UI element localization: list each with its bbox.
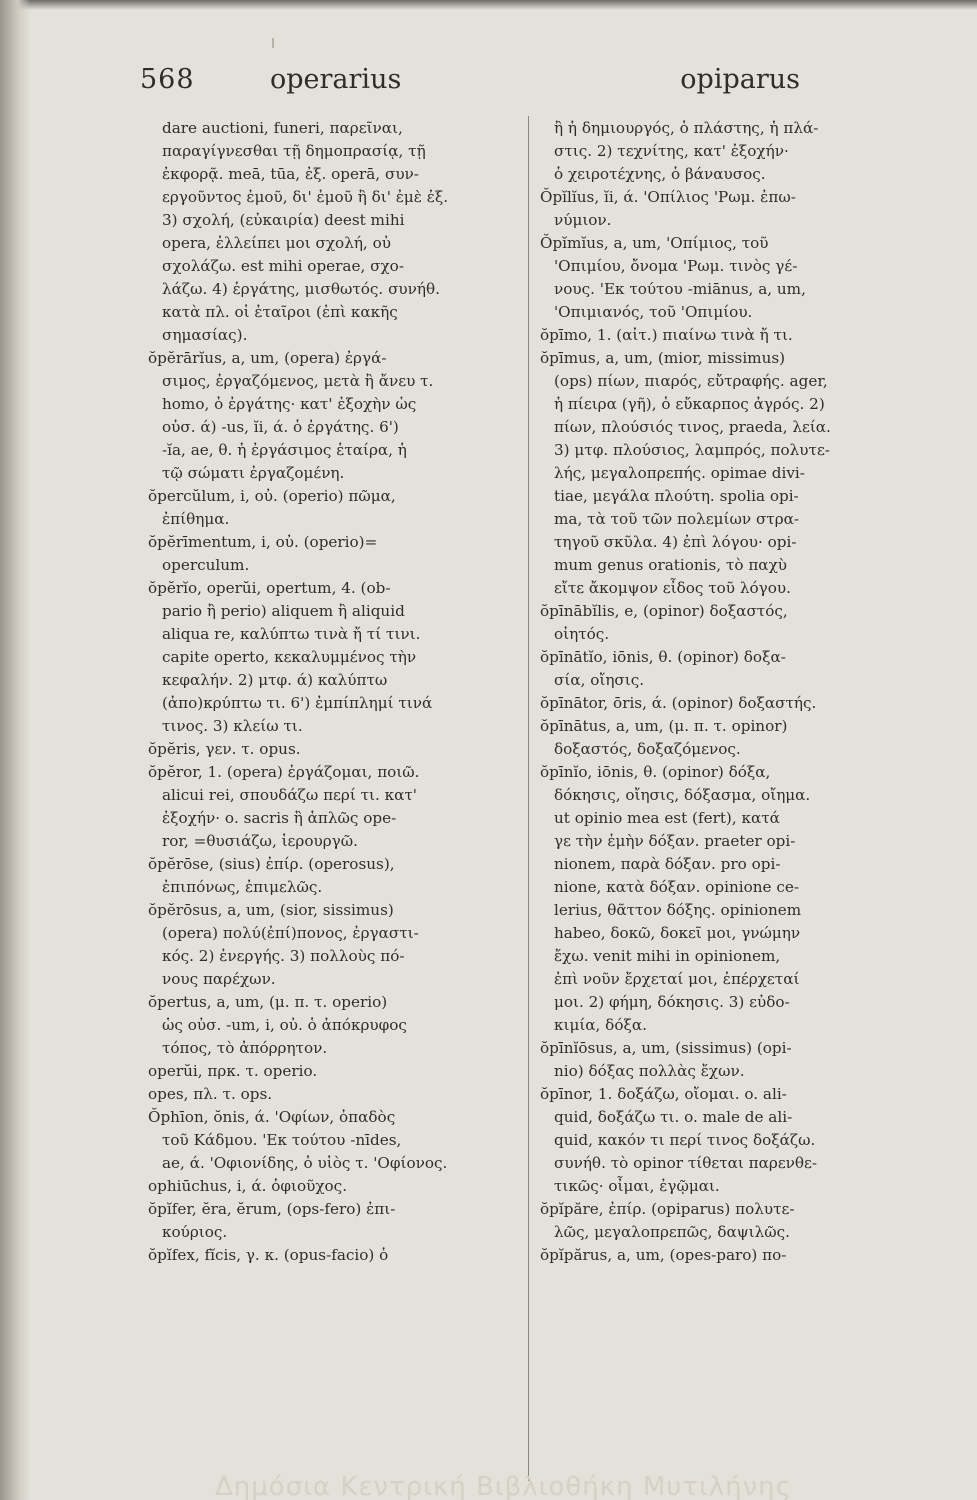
dictionary-line: ἐπίθημα. [162,510,230,528]
dictionary-line: τηγοῦ σκῦλα. 4) ἐπὶ λόγου· opi- [554,533,797,551]
page-header [140,64,800,108]
dictionary-line: -ĭa, ae, θ. ἡ ἐργάσιμος ἑταίρα, ἡ [162,441,407,459]
dictionary-line: κατὰ πλ. οἱ ἑταῖροι (ἐπὶ κακῆς [162,303,398,321]
dictionary-line: λής, μεγαλοπρεπής. opimae divi- [554,464,805,482]
dictionary-line: ŏpĕrīmentum, i, οὐ. (operio)= [148,533,378,551]
dictionary-line: aliqua re, καλύπτω τινὰ ἤ τί τινι. [162,625,421,643]
dictionary-line: (ops) πίων, πιαρός, εὔτραφής. ager, [554,372,828,390]
dictionary-line: habeo, δοκῶ, δοκεῖ μοι, γνώμην [554,924,801,942]
dictionary-line: ἐκφορᾷ. meā, tūa, ἐξ. operā, συν- [162,165,419,183]
dictionary-line: Ŏpĭlĭus, ĭi, ά. 'Οπίλιος 'Ρωμ. ἐπω- [540,188,796,206]
dictionary-line: lerius, θᾶττον δόξης. opinionem [554,901,802,919]
left-column [148,117,520,1267]
scan-speck [272,38,274,48]
right-column [540,117,912,1267]
dictionary-line: σχολάζω. est mihi operae, σχο- [162,257,404,275]
book-gutter-shadow [0,0,30,1500]
dictionary-line: λῶς, μεγαλοπρεπῶς, δαψιλῶς. [554,1223,790,1241]
dictionary-line: οἰητός. [554,625,610,643]
dictionary-line: παραγίγνεσθαι τῇ δημοπρασίᾳ, τῇ [162,142,426,160]
dictionary-line: στις. 2) τεχνίτης, κατ' ἐξοχήν· [554,142,789,160]
dictionary-line: ŏpīnĭōsus, a, um, (sissimus) (opi- [540,1039,792,1057]
dictionary-line: ŏpĭfex, fĭcis, γ. κ. (opus-facio) ὁ [148,1246,389,1264]
dictionary-line: λάζω. 4) ἐργάτης, μισθωτός. συνήθ. [162,280,440,298]
library-watermark: Δημόσια Κεντρική Βιβλιοθήκη Μυτιλήνης [215,1472,792,1500]
dictionary-line: 3) σχολή, (εὐκαιρία) deest mihi [162,211,405,229]
dictionary-line: ἡ πίειρα (γῆ), ὁ εὔκαρπος ἀγρός. 2) [554,395,825,413]
dictionary-line: τόπος, τὸ ἀπόρρητον. [162,1039,328,1057]
dictionary-line: nionem, παρὰ δόξαν. pro opi- [554,855,781,873]
dictionary-line: Ŏphīon, ŏnis, ά. 'Οφίων, ὀπαδὸς [148,1108,396,1126]
dictionary-line: 'Οπιμίου, ὄνομα 'Ρωμ. τινὸς γέ- [554,257,798,275]
dictionary-line: ŏpīmus, a, um, (mior, missimus) [540,349,786,367]
dictionary-line: ŏpercŭlum, i, οὐ. (operio) πῶμα, [148,487,396,505]
dictionary-line: τοῦ Κάδμου. 'Εκ τούτου -nīdes, [162,1131,402,1149]
dictionary-line: κούριος. [162,1223,228,1241]
dictionary-line: capite operto, κεκαλυμμένος τὴν [162,648,417,666]
dictionary-line: κός. 2) ἐνεργής. 3) πολλοὺς πό- [162,947,405,965]
dictionary-line: τικῶς· οἶμαι, ἐγῷμαι. [554,1177,720,1195]
dictionary-line: μοι. 2) φήμη, δόκησις. 3) εὐδο- [554,993,790,1011]
left-running-headword: operarius [270,64,402,95]
dictionary-line: nio) δόξας πολλὰς ἔχων. [554,1062,745,1080]
dictionary-line: δοξαστός, δοξαζόμενος. [554,740,741,758]
column-divider [528,116,529,1481]
dictionary-line: τῷ σώματι ἐργαζομένη. [162,464,345,482]
dictionary-line: ŏpĭpăre, ἐπίρ. (opiparus) πολυτε- [540,1200,795,1218]
dictionary-line: πίων, πλούσιός τινος, praeda, λεία. [554,418,831,436]
dictionary-line: opes, πλ. τ. ops. [148,1085,273,1103]
dictionary-line: quid, κακόν τι περί τινος δοξάζω. [554,1131,816,1149]
dictionary-line: ἢ ἡ δημιουργός, ὁ πλάστης, ἡ πλά- [554,119,819,137]
dictionary-line: κεφαλήν. 2) μτφ. ά) καλύπτω [162,671,388,689]
dictionary-line: σία, οἴησις. [554,671,645,689]
dictionary-line: (opera) πολύ(ἐπί)πονος, ἐργαστι- [162,924,419,942]
scan-edge-shadow [0,0,977,10]
dictionary-line: γε τὴν ἐμὴν δόξαν. praeter opi- [554,832,796,850]
dictionary-line: ŏpīnātĭo, iōnis, θ. (opinor) δοξα- [540,648,786,666]
dictionary-line: ŏpĕris, γεν. τ. opus. [148,740,301,758]
dictionary-line: ŏpĕrōsus, a, um, (sior, sissimus) [148,901,394,919]
dictionary-line: alicui rei, σπουδάζω περί τι. κατ' [162,786,417,804]
dictionary-line: homo, ὁ ἐργάτης· κατ' ἐξοχὴν ὡς [162,395,417,413]
dictionary-line: ŏpĭpărus, a, um, (opes-paro) πο- [540,1246,787,1264]
dictionary-line: ŏpĕror, 1. (opera) ἐργάζομαι, ποιῶ. [148,763,420,781]
dictionary-line: εἴτε ἄκομψον εἶδος τοῦ λόγου. [554,579,791,597]
dictionary-line: Ŏpĭmĭus, a, um, 'Οπίμιος, τοῦ [540,234,769,252]
dictionary-line: ἐπιπόνως, ἐπιμελῶς. [162,878,323,896]
dictionary-line: εργοῦντος ἐμοῦ, δι' ἐμοῦ ἢ δι' ἐμὲ ἐξ. [162,188,449,206]
dictionary-line: ŏpĭfer, ĕra, ĕrum, (ops-fero) ἐπι- [148,1200,396,1218]
page-number: 568 [140,64,195,95]
dictionary-line: ae, ά. 'Οφιονίδης, ὁ υἱὸς τ. 'Οφίονος. [162,1154,448,1172]
dictionary-line: 3) μτφ. πλούσιος, λαμπρός, πολυτε- [554,441,830,459]
dictionary-line: νους παρέχων. [162,970,276,988]
dictionary-line: nione, κατὰ δόξαν. opinione ce- [554,878,799,896]
dictionary-line: ἐξοχήν· ο. sacris ἢ ἁπλῶς ope- [162,809,397,827]
dictionary-line: ἔχω. venit mihi in opinionem, [554,947,781,965]
dictionary-line: ut opinio mea est (fert), κατά [554,809,780,827]
dictionary-line: νους. 'Εκ τούτου -miānus, a, um, [554,280,806,298]
dictionary-line: ŏpīnātor, ōris, ά. (opinor) δοξαστής. [540,694,817,712]
dictionary-line: tiae, μεγάλα πλούτη. spolia opi- [554,487,799,505]
dictionary-line: opera, ἐλλείπει μοι σχολή, οὐ [162,234,391,252]
dictionary-line: ŏpīnābĭlis, e, (opinor) δοξαστός, [540,602,788,620]
dictionary-line: ŏpertus, a, um, (μ. π. τ. operio) [148,993,388,1011]
right-running-headword: opiparus [680,64,800,95]
dictionary-line: ὁ χειροτέχνης, ὁ βάναυσος. [554,165,766,183]
dictionary-line: pario ἢ perio) aliquem ἢ aliquid [162,602,405,620]
dictionary-line: οὐσ. ά) -us, ĭi, ά. ὁ ἐργάτης. 6') [162,418,399,436]
dictionary-line: ŏpīmo, 1. (αἰτ.) πιαίνω τινὰ ἤ τι. [540,326,793,344]
dictionary-line: ŏpĕrōse, (sius) ἐπίρ. (operosus), [148,855,395,873]
dictionary-line: ὡς οὐσ. -um, i, οὐ. ὁ ἀπόκρυφος [162,1016,407,1034]
dictionary-line: quid, δοξάζω τι. o. male de ali- [554,1108,793,1126]
dictionary-line: συνήθ. τὸ opinor τίθεται παρενθε- [554,1154,818,1172]
dictionary-line: ŏpĕrĭo, operŭi, opertum, 4. (ob- [148,579,391,597]
dictionary-line: τινος. 3) κλείω τι. [162,717,303,735]
dictionary-line: ἐπὶ νοῦν ἔρχεταί μοι, ἐπέρχεταί [554,970,800,988]
dictionary-line: ma, τὰ τοῦ τῶν πολεμίων στρα- [554,510,800,528]
dictionary-line: κιμία, δόξα. [554,1016,647,1034]
dictionary-line: operculum. [162,556,250,574]
dictionary-line: operŭi, πρκ. τ. operio. [148,1062,318,1080]
dictionary-line: ŏpīnātus, a, um, (μ. π. τ. opinor) [540,717,788,735]
dictionary-line: ophiūchus, i, ά. ὀφιοῦχος. [148,1177,348,1195]
dictionary-line: νύμιον. [554,211,612,229]
dictionary-line: ŏpīnĭo, iōnis, θ. (opinor) δόξα, [540,763,771,781]
dictionary-line: mum genus orationis, τὸ παχὺ [554,556,788,574]
dictionary-line: δόκησις, οἴησις, δόξασμα, οἴημα. [554,786,811,804]
dictionary-line: (ἀπο)κρύπτω τι. 6') ἐμπίπλημί τινά [162,694,433,712]
dictionary-line: ŏpīnor, 1. δοξάζω, οἴομαι. o. ali- [540,1085,787,1103]
dictionary-line: ŏpĕrārĭus, a, um, (opera) ἐργά- [148,349,387,367]
dictionary-line: 'Οπιμιανός, τοῦ 'Οπιμίου. [554,303,753,321]
dictionary-line: ror, =θυσιάζω, ἱερουργῶ. [162,832,358,850]
dictionary-line: σιμος, ἐργαζόμενος, μετὰ ἢ ἄνευ τ. [162,372,434,390]
dictionary-line: dare auctioni, funeri, παρεῖναι, [162,119,403,137]
dictionary-line: σημασίας). [162,326,248,344]
